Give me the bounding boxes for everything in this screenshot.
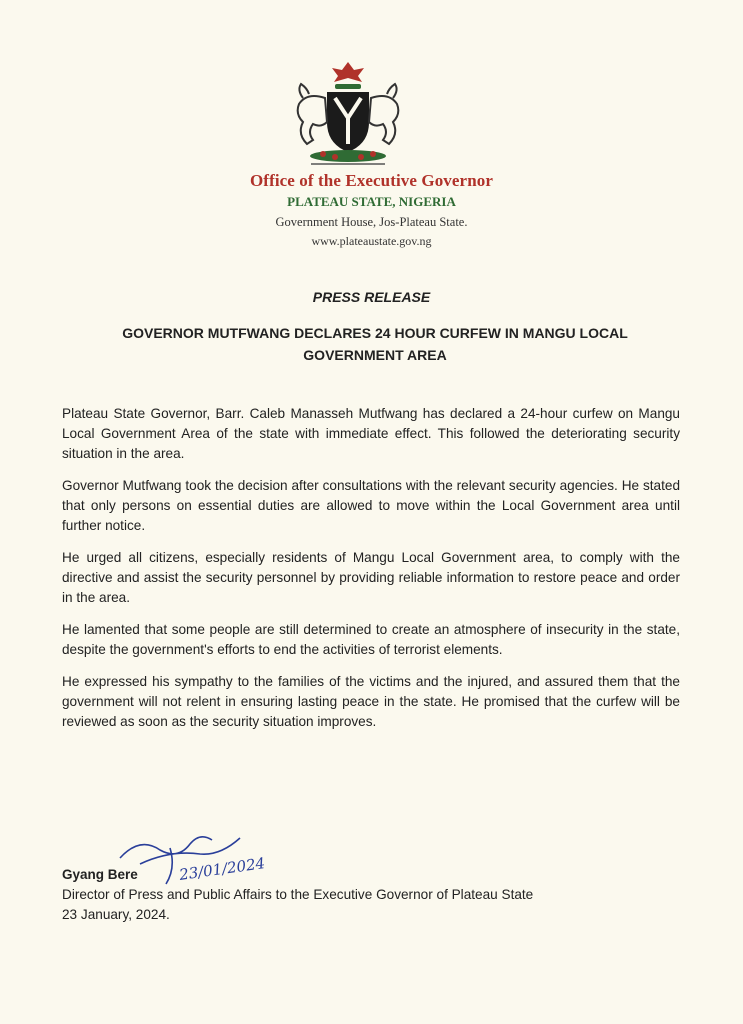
signer-name: Gyang Bere <box>62 867 138 882</box>
state-title: PLATEAU STATE, NIGERIA <box>287 194 456 209</box>
press-release-body <box>62 404 680 744</box>
body-paragraph: Governor Mutfwang took the decision after consultations with the relevant security agencies. He stated that only persons on essential duties are allowed to move within the Local Government area until further notice. <box>62 478 680 533</box>
release-date: 23 January, 2024. <box>62 907 170 922</box>
body-paragraph: Plateau State Governor, Barr. Caleb Manasseh Mutfwang has declared a 24-hour curfew on Mangu Local Government Area of the state with immediate effect. This followed the deteriorating security situation in the area. <box>62 406 680 461</box>
office-website: www.plateaustate.gov.ng <box>311 234 432 248</box>
office-title: Office of the Executive Governor <box>249 171 493 190</box>
body-paragraph: He lamented that some people are still determined to create an atmosphere of insecurity in the state, despite the government's efforts to end the activities of terrorist elements. <box>62 622 680 657</box>
handwritten-date: 23/01/2024 <box>178 854 267 884</box>
nigeria-coat-of-arms-icon <box>283 58 413 170</box>
press-release-headline: GOVERNOR MUTFWANG DECLARES 24 HOUR CURFEW IN MANGU LOCAL GOVERNMENT AREA <box>122 325 628 363</box>
office-address: Government House, Jos-Plateau State. <box>275 215 468 229</box>
body-paragraph: He urged all citizens, especially residents of Mangu Local Government area, to comply with the directive and assist the security personnel by providing reliable information to restore peace and order in the area. <box>62 550 680 605</box>
signer-title: Director of Press and Public Affairs to the Executive Governor of Plateau State <box>62 887 534 902</box>
body-paragraph: He expressed his sympathy to the families of the victims and the injured, and assured them that the government will not relent in ensuring lasting peace in the state. He promised that the curfew will be reviewed as soon as the security situation improves. <box>62 674 680 729</box>
press-release-label: PRESS RELEASE <box>312 289 431 305</box>
